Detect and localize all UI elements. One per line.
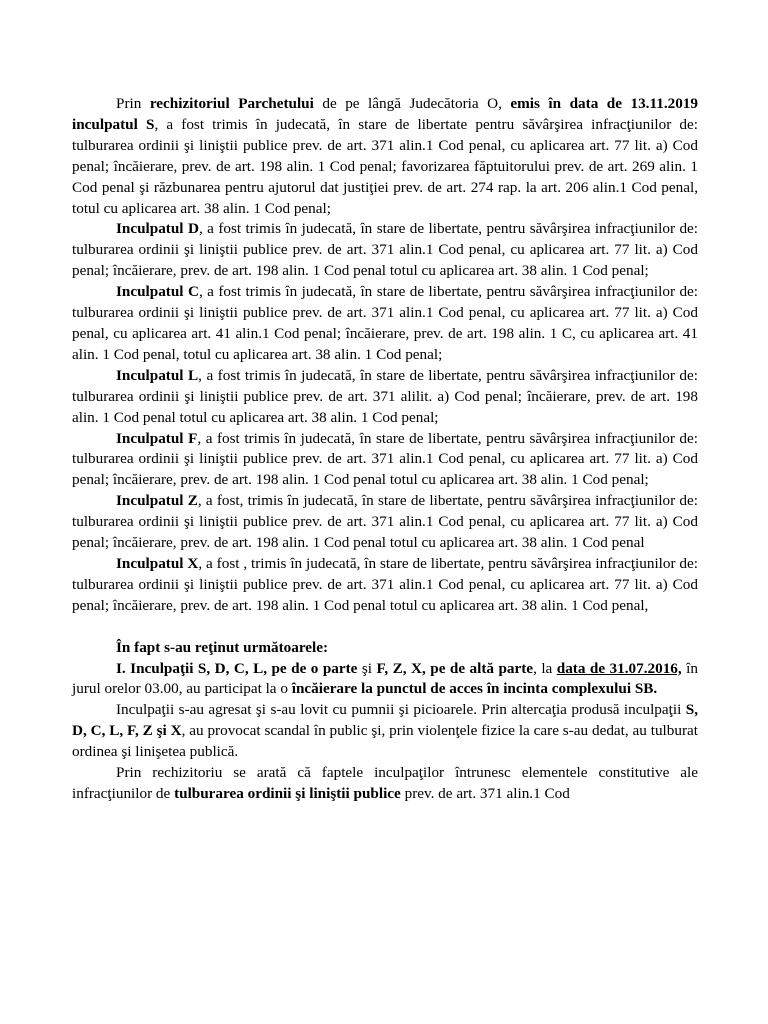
paragraph-defendant-z <box>72 491 698 554</box>
defendant-name: Inculpatul Z <box>116 492 198 510</box>
text: , a fost , trimis în judecată, în stare de libertate, pentru săvârşirea infracţiunilor de: tulburarea ordinii şi liniştii publice prev. de art. 371 alin.1 Cod penal, cu aplicarea art. 77 lit. a) Cod penal; încăierare, prev. de art. 198 alin. 1 Cod penal totul cu aplicarea art. 38 alin. 1 Cod penal, <box>72 554 698 614</box>
defendant-name: Inculpatul D <box>116 220 199 238</box>
text: Prin rechizitoriu se arată că faptele inculpaţilor întrunesc elementele constitutive ale infracţiunilor de <box>72 764 698 802</box>
paragraph-defendant-f <box>72 429 698 492</box>
document-page <box>72 94 698 805</box>
text: , a fost trimis în judecată, în stare de libertate, pentru săvârşirea infracţiunilor de: tulburarea ordinii şi liniştii publice prev. de art. 371 alin.1 Cod penal, cu aplicarea art. 77 lit. a) Cod penal; încăierare, prev. de art. 198 alin. 1 Cod penal totul cu aplicarea art. 38 alin. 1 Cod penal; <box>72 429 698 489</box>
bold-text: S, D, C, L, F, Z şi X <box>72 701 698 740</box>
text: de pe lângă Judecătoria O, <box>313 95 511 112</box>
heading-text: În fapt s-au reţinut următoarele: <box>116 638 329 656</box>
text: Prin <box>116 95 150 112</box>
text: , a fost trimis în judecată, în stare de libertate, pentru săvârşirea infracţiunilor de: tulburarea ordinii şi liniştii publice prev. de art. 371 alin.1 Cod penal, cu aplicarea art. 77 lit. a) Cod penal; încăierare, prev. de art. 198 alin. 1 Cod penal totul cu aplicarea art. 38 alin. 1 Cod penal; <box>72 220 699 280</box>
section-heading <box>72 638 698 659</box>
defendant-name: Inculpatul F <box>116 429 198 447</box>
defendant-name: Inculpatul C <box>116 283 199 301</box>
text: şi <box>357 659 377 677</box>
bold-text: rechizitoriul Parchetului <box>149 95 314 112</box>
bold-text: I. Inculpaţii S, D, C, L, pe de o parte <box>116 659 358 677</box>
paragraph-defendant-c <box>72 282 698 366</box>
paragraph-facts-detail <box>72 700 698 763</box>
text: , a fost trimis în judecată, în stare de libertate, pentru săvârşirea infracţiunilor de: tulburarea ordinii şi liniştii publice prev. de art. 371 alilit. a) Cod penal; încăierare, prev. de art. 198 alin. 1 Cod penal totul cu aplicarea art. 38 alin. 1 Cod penal; <box>72 366 698 426</box>
paragraph-defendant-s <box>72 94 698 219</box>
text: Inculpaţii s-au agresat şi s-au lovit cu pumnii şi picioarele. Prin altercaţia produsă inculpaţii <box>116 701 686 719</box>
text: , a fost trimis în judecată, în stare de libertate, pentru săvârşirea infracţiunilor de: tulburarea ordinii şi liniştii publice prev. de art. 371 alin.1 Cod penal, cu aplicarea art. 77 lit. a) Cod penal, cu aplicarea art. 41 alin.1 Cod penal; încăierare, prev. de art. 198 alin. 1 C, cu aplicarea art. 41 alin. 1 Cod penal, totul cu aplicarea art. 38 alin. 1 Cod penal; <box>72 283 699 363</box>
paragraph-defendant-x <box>72 554 698 617</box>
text: în jurul orelor 03.00, au participat la o <box>72 659 698 698</box>
text: , a fost trimis în judecată, în stare de libertate pentru săvârşirea infracţiunilor de: tulburarea ordinii şi liniştii publice prev. de art. 371 alin.1 Cod penal, cu aplicarea art. 77 lit. a) Cod penal; încăierare, prev. de art. 198 alin. 1 Cod penal; favorizarea făptuitorului prev. de art. 269 alin. 1 Cod penal şi răzbunarea pentru ajutorul dat justiţiei prev. de art. 274 rap. la art. 206 alin.1 Cod penal, totul cu aplicarea art. 38 alin. 1 Cod penal; <box>72 115 698 217</box>
text: , au provocat scandal în public şi, prin violenţele fizice la care s-au dedat, au tulburat ordinea şi linişetea publică. <box>72 722 698 761</box>
paragraph-defendant-d <box>72 219 698 282</box>
bold-text: F, Z, X, pe de altă parte <box>376 659 534 677</box>
defendant-name: Inculpatul L <box>116 366 199 384</box>
defendant-name: Inculpatul X <box>116 554 199 572</box>
bold-text: tulburarea ordinii şi liniştii publice <box>174 785 401 802</box>
paragraph-facts-intro <box>72 659 698 701</box>
paragraph-indictment <box>72 763 698 805</box>
date-text: data de 31.07.2016, <box>556 659 682 677</box>
text: , la <box>533 659 557 677</box>
spacer <box>72 617 698 638</box>
text: prev. de art. 371 alin.1 Cod <box>400 785 570 802</box>
bold-text: încăierare la punctul de acces în incinta complexului SB. <box>291 680 658 698</box>
bold-text: emis în data de 13.11.2019 inculpatul S <box>72 95 698 133</box>
text: , a fost, trimis în judecată, în stare de libertate, pentru săvârşirea infracţiunilor de: tulburarea ordinii şi liniştii publice prev. de art. 371 alin.1 Cod penal, cu aplicarea art. 77 lit. a) Cod penal; încăierare, prev. de art. 198 alin. 1 Cod penal totul cu aplicarea art. 38 alin. 1 Cod penal <box>72 492 698 552</box>
paragraph-defendant-l <box>72 366 698 429</box>
